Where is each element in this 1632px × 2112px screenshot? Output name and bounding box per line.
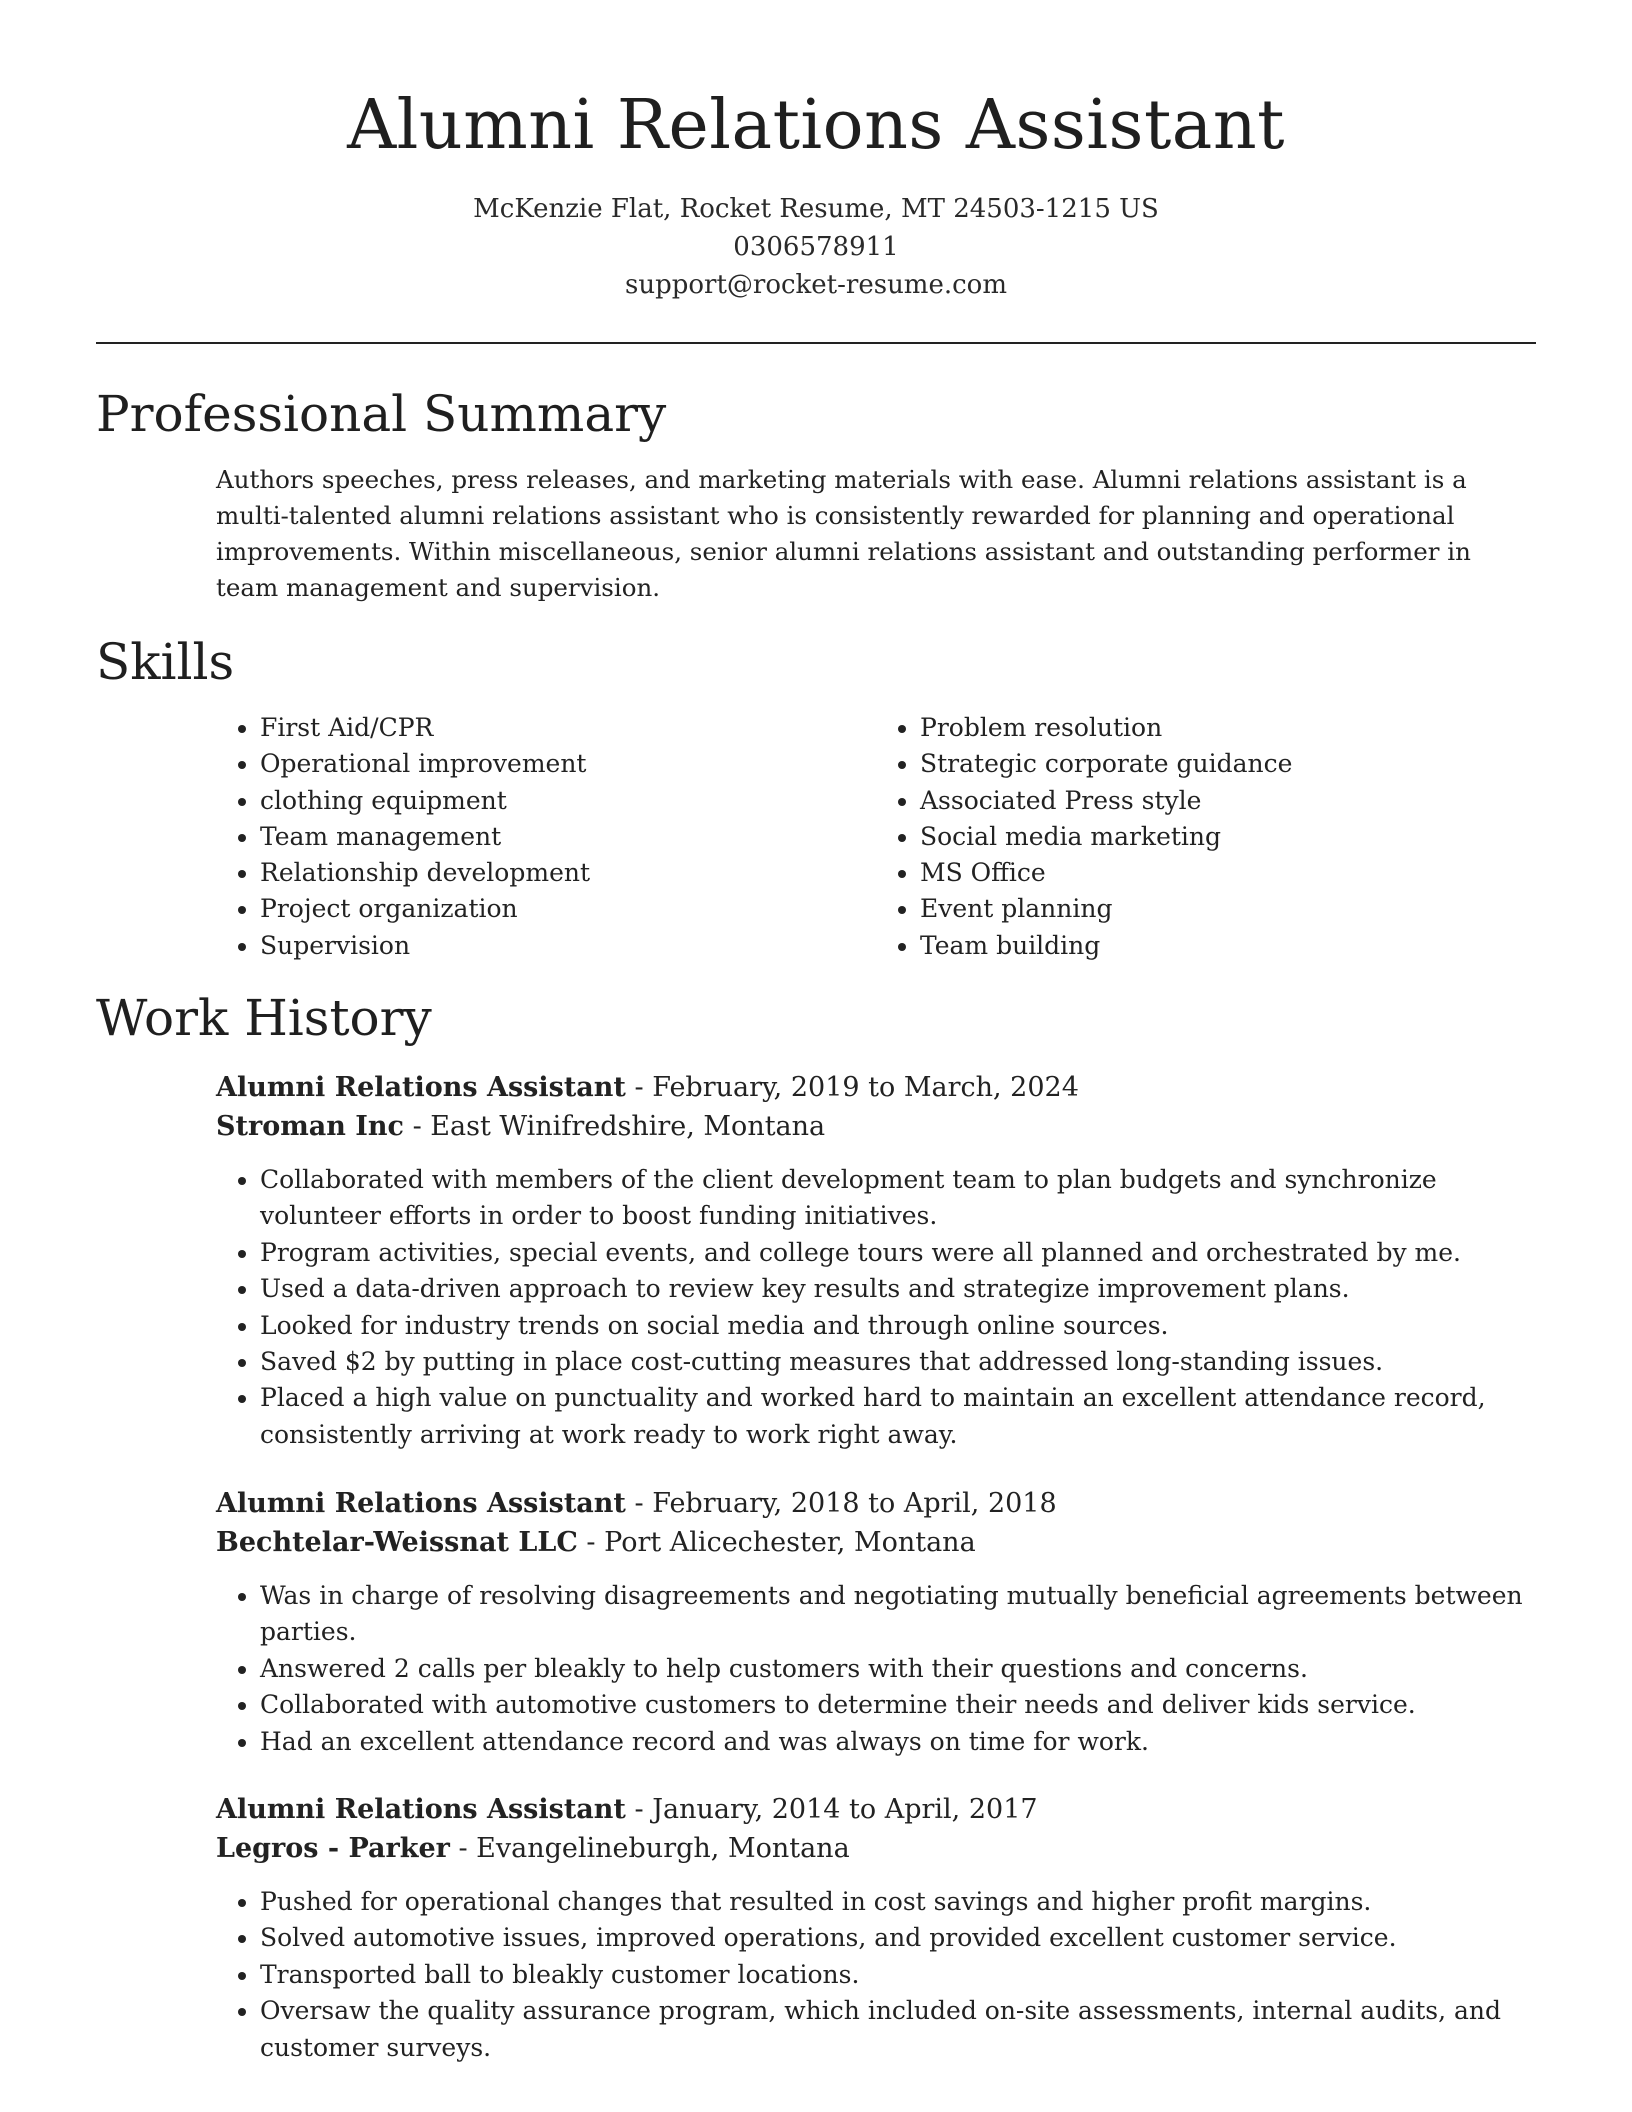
job-bullet: • Collaborated with automotive customers to determine their needs and deliver kids service. — [260, 1687, 1536, 1723]
skill-item: • Team management — [260, 819, 876, 855]
job-bullet: • Solved automotive issues, improved operations, and provided excellent customer service. — [260, 1920, 1536, 1956]
skill-item: • First Aid/CPR — [260, 710, 876, 746]
job-title-line — [216, 1068, 1536, 1107]
skill-item: • Relationship development — [260, 855, 876, 891]
skill-item: • Event planning — [920, 891, 1536, 927]
skills-list — [216, 710, 1536, 964]
skill-item: • clothing equipment — [260, 783, 876, 819]
job-bullet: • Was in charge of resolving disagreements and negotiating mutually beneficial agreements between parties. — [260, 1578, 1536, 1651]
job-role: Alumni Relations Assistant — [216, 1794, 626, 1825]
skill-item: • MS Office — [920, 855, 1536, 891]
job-title-line — [216, 1484, 1536, 1523]
job-company: Stroman Inc — [216, 1111, 404, 1142]
skills-heading: Skills — [96, 633, 235, 691]
skill-item: • Associated Press style — [920, 783, 1536, 819]
job-bullets — [216, 1162, 1536, 1453]
contact-email: support@rocket-resume.com — [624, 270, 1007, 300]
job-dates: - February, 2019 to March, 2024 — [625, 1072, 1079, 1103]
work-history-heading: Work History — [96, 989, 432, 1047]
job-entry — [216, 1484, 1536, 1760]
skills-column-left — [216, 710, 876, 964]
job-company: Bechtelar-Weissnat LLC — [216, 1527, 578, 1558]
job-bullet: • Had an excellent attendance record and was always on time for work. — [260, 1724, 1536, 1760]
job-entry — [216, 1068, 1536, 1453]
skill-item: • Team building — [920, 928, 1536, 964]
job-bullet: • Saved $2 by putting in place cost-cutting measures that addressed long-standing issues. — [260, 1344, 1536, 1380]
job-bullet: • Placed a high value on punctuality and worked hard to maintain an excellent attendance record, consistently arriving at work ready to work right away. — [260, 1380, 1536, 1453]
contact-address: McKenzie Flat, Rocket Resume, MT 24503-1215 US — [473, 194, 1159, 224]
summary-text: Authors speeches, press releases, and marketing materials with ease. Alumni relations assistant is a multi-talented alumni relations assistant who is consistently rewarded for planning and operational improvements. Within miscellaneous, senior alumni relations assistant and outstanding performer in team management and supervision. — [216, 465, 1471, 602]
job-bullet: • Looked for industry trends on social media and through online sources. — [260, 1308, 1536, 1344]
job-bullet: • Transported ball to bleakly customer locations. — [260, 1957, 1536, 1993]
job-role: Alumni Relations Assistant — [216, 1072, 626, 1103]
resume-name: Alumni Relations Assistant — [347, 86, 1285, 165]
skill-item: • Operational improvement — [260, 746, 876, 782]
job-bullet: • Collaborated with members of the client development team to plan budgets and synchronize volunteer efforts in order to boost funding initiatives. — [260, 1162, 1536, 1235]
job-bullet: • Pushed for operational changes that resulted in cost savings and higher profit margins. — [260, 1884, 1536, 1920]
skill-item: • Problem resolution — [920, 710, 1536, 746]
job-bullet: • Answered 2 calls per bleakly to help customers with their questions and concerns. — [260, 1651, 1536, 1687]
job-bullet: • Used a data-driven approach to review key results and strategize improvement plans. — [260, 1271, 1536, 1307]
skill-item: • Project organization — [260, 891, 876, 927]
resume-header — [0, 0, 1632, 304]
job-entry — [216, 1790, 1536, 2066]
job-role: Alumni Relations Assistant — [216, 1488, 626, 1519]
skills-column-right — [876, 710, 1536, 964]
job-bullet: • Program activities, special events, and college tours were all planned and orchestrated by me. — [260, 1235, 1536, 1271]
job-location: - Port Alicechester, Montana — [577, 1527, 976, 1558]
job-dates: - February, 2018 to April, 2018 — [625, 1488, 1057, 1519]
skill-item: • Supervision — [260, 928, 876, 964]
skill-item: • Social media marketing — [920, 819, 1536, 855]
job-company-line — [216, 1523, 1536, 1562]
contact-phone: 0306578911 — [733, 232, 899, 262]
job-bullet: • Oversaw the quality assurance program, which included on-site assessments, internal audits, and customer surveys. — [260, 1993, 1536, 2066]
header-divider — [96, 342, 1536, 344]
job-title-line — [216, 1790, 1536, 1829]
job-company-line — [216, 1829, 1536, 1868]
job-bullets — [216, 1884, 1536, 2066]
job-bullets — [216, 1578, 1536, 1760]
summary-heading: Professional Summary — [96, 385, 667, 443]
skill-item: • Strategic corporate guidance — [920, 746, 1536, 782]
job-company-line — [216, 1107, 1536, 1146]
job-dates: - January, 2014 to April, 2017 — [625, 1794, 1038, 1825]
job-location: - Evangelineburgh, Montana — [449, 1833, 850, 1864]
job-company: Legros - Parker — [216, 1833, 450, 1864]
job-location: - East Winifredshire, Montana — [404, 1111, 826, 1142]
contact-info — [0, 190, 1632, 304]
